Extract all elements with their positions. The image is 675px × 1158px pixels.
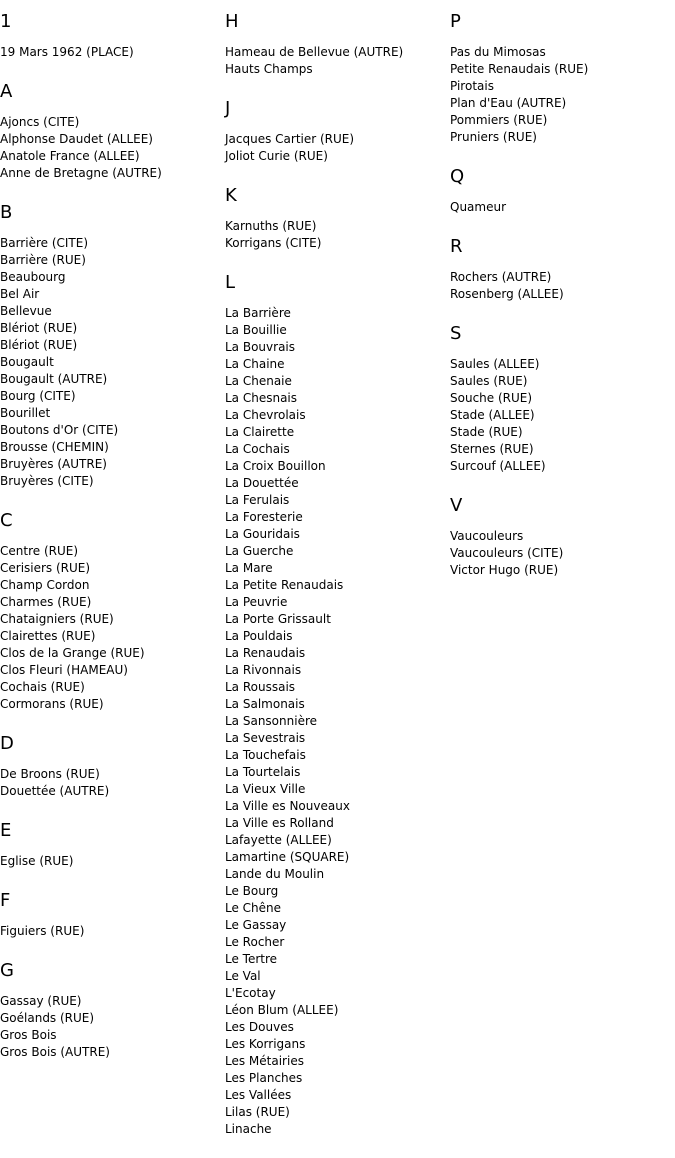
street-link[interactable]: La Douettée <box>225 476 299 490</box>
street-link[interactable]: Quameur <box>450 200 507 214</box>
section-letter-heading: G <box>0 960 14 981</box>
index-column-2 <box>225 0 445 1138</box>
letter-section <box>225 186 445 252</box>
letter-section <box>225 99 445 165</box>
street-link[interactable]: 19 Mars 1962 (PLACE) <box>0 45 134 59</box>
street-link[interactable]: Lafayette (ALLEE) <box>225 833 332 847</box>
street-link[interactable]: La Rivonnais <box>225 663 302 677</box>
street-link[interactable]: Barrière (CITE) <box>0 236 89 250</box>
section-letter-heading: P <box>450 11 461 32</box>
letter-section <box>0 734 220 800</box>
street-link[interactable]: Bel Air <box>0 287 40 301</box>
section-letter-heading: D <box>0 733 14 754</box>
street-link[interactable]: Gros Bois (AUTRE) <box>0 1045 110 1059</box>
letter-section <box>450 496 670 579</box>
street-link[interactable]: Alphonse Daudet (ALLEE) <box>0 132 153 146</box>
street-link[interactable]: Bougault (AUTRE) <box>0 372 108 386</box>
street-link[interactable]: La Porte Grissault <box>225 612 331 626</box>
section-letter-heading: L <box>225 272 236 293</box>
letter-section <box>0 203 220 490</box>
street-link[interactable]: Pirotais <box>450 79 494 93</box>
street-link[interactable]: Eglise (RUE) <box>0 854 74 868</box>
section-letter-heading: H <box>225 11 239 32</box>
street-link[interactable]: Lande du Moulin <box>225 867 325 881</box>
street-link[interactable]: Joliot Curie (RUE) <box>225 149 328 163</box>
street-link[interactable]: La Salmonais <box>225 697 305 711</box>
street-link[interactable]: La Roussais <box>225 680 296 694</box>
street-link[interactable]: Vaucouleurs (CITE) <box>450 546 564 560</box>
letter-section <box>225 273 445 1138</box>
section-letter-heading: S <box>450 323 462 344</box>
street-link[interactable]: Bougault <box>0 355 54 369</box>
street-link[interactable]: Brousse (CHEMIN) <box>0 440 109 454</box>
street-link[interactable]: Clos de la Grange (RUE) <box>0 646 145 660</box>
letter-section <box>0 12 220 61</box>
street-link[interactable]: Jacques Cartier (RUE) <box>225 132 355 146</box>
letter-section <box>450 237 670 303</box>
street-link[interactable]: Petite Renaudais (RUE) <box>450 62 589 76</box>
street-link[interactable]: La Chevrolais <box>225 408 306 422</box>
letter-section <box>0 891 220 940</box>
letter-section <box>450 324 670 475</box>
section-letter-heading: 1 <box>0 11 12 32</box>
street-link[interactable]: Bourillet <box>0 406 51 420</box>
index-column-1 <box>0 0 220 1061</box>
street-link[interactable]: Bruyères (CITE) <box>0 474 94 488</box>
street-link[interactable]: Blériot (RUE) <box>0 321 78 335</box>
street-link[interactable]: Vaucouleurs <box>450 529 524 543</box>
street-link[interactable]: Karnuths (RUE) <box>225 219 317 233</box>
street-link[interactable]: Charmes (RUE) <box>0 595 92 609</box>
street-link[interactable]: La Croix Bouillon <box>225 459 326 473</box>
section-letter-heading: E <box>0 820 12 841</box>
street-link[interactable]: Le Tertre <box>225 952 278 966</box>
street-link[interactable]: Chataigniers (RUE) <box>0 612 114 626</box>
letter-section <box>225 12 445 78</box>
street-link[interactable]: Rochers (AUTRE) <box>450 270 552 284</box>
street-link[interactable]: La Touchefais <box>225 748 306 762</box>
street-link[interactable]: Clos Fleuri (HAMEAU) <box>0 663 128 677</box>
street-link[interactable]: Centre (RUE) <box>0 544 79 558</box>
street-link[interactable]: La Sansonnière <box>225 714 318 728</box>
street-link[interactable]: Goélands (RUE) <box>0 1011 95 1025</box>
street-link[interactable]: Lamartine (SQUARE) <box>225 850 350 864</box>
street-link[interactable]: La Guerche <box>225 544 294 558</box>
street-link[interactable]: La Barrière <box>225 306 291 320</box>
section-letter-heading: A <box>0 81 13 102</box>
street-link[interactable]: Les Douves <box>225 1020 294 1034</box>
section-letter-heading: J <box>225 98 231 119</box>
section-letter-heading: K <box>225 185 237 206</box>
street-link[interactable]: Barrière (RUE) <box>0 253 86 267</box>
street-link[interactable]: La Bouvrais <box>225 340 296 354</box>
street-link[interactable]: Boutons d'Or (CITE) <box>0 423 119 437</box>
street-link[interactable]: La Petite Renaudais <box>225 578 344 592</box>
street-link[interactable]: Bruyères (AUTRE) <box>0 457 107 471</box>
street-link[interactable]: Stade (RUE) <box>450 425 523 439</box>
street-link[interactable]: La Tourtelais <box>225 765 301 779</box>
street-link[interactable]: La Chenaie <box>225 374 292 388</box>
street-link[interactable]: Hauts Champs <box>225 62 313 76</box>
street-link[interactable]: Le Bourg <box>225 884 279 898</box>
street-link[interactable]: Souche (RUE) <box>450 391 533 405</box>
street-link[interactable]: Hameau de Bellevue (AUTRE) <box>225 45 404 59</box>
street-link[interactable]: De Broons (RUE) <box>0 767 100 781</box>
letter-section <box>450 167 670 216</box>
street-link[interactable]: Anatole France (ALLEE) <box>0 149 140 163</box>
section-letter-heading: B <box>0 202 13 223</box>
street-link[interactable]: Léon Blum (ALLEE) <box>225 1003 339 1017</box>
street-link[interactable]: Douettée (AUTRE) <box>0 784 110 798</box>
street-link[interactable]: La Chesnais <box>225 391 298 405</box>
street-link[interactable]: La Peuvrie <box>225 595 288 609</box>
street-link[interactable]: Lilas (RUE) <box>225 1105 290 1119</box>
street-link[interactable]: La Clairette <box>225 425 295 439</box>
street-link[interactable]: Le Val <box>225 969 261 983</box>
street-link[interactable]: La Renaudais <box>225 646 306 660</box>
street-link[interactable]: Cormorans (RUE) <box>0 697 104 711</box>
street-link[interactable]: Ajoncs (CITE) <box>0 115 80 129</box>
street-link[interactable]: Pruniers (RUE) <box>450 130 537 144</box>
section-letter-heading: Q <box>450 166 465 187</box>
street-link[interactable]: Saules (RUE) <box>450 374 528 388</box>
letter-section <box>0 511 220 713</box>
section-letter-heading: F <box>0 890 11 911</box>
street-link[interactable]: Plan d'Eau (AUTRE) <box>450 96 567 110</box>
street-link[interactable]: Sternes (RUE) <box>450 442 534 456</box>
street-link[interactable]: Cerisiers (RUE) <box>0 561 91 575</box>
street-link[interactable]: La Gouridais <box>225 527 300 541</box>
street-link[interactable]: Clairettes (RUE) <box>0 629 96 643</box>
section-letter-heading: C <box>0 510 13 531</box>
section-letter-heading: V <box>450 495 463 516</box>
letter-section <box>0 82 220 182</box>
street-link[interactable]: Anne de Bretagne (AUTRE) <box>0 166 162 180</box>
street-link[interactable]: La Bouillie <box>225 323 287 337</box>
street-link[interactable]: La Pouldais <box>225 629 293 643</box>
street-link[interactable]: Pas du Mimosas <box>450 45 546 59</box>
street-link[interactable]: Les Korrigans <box>225 1037 306 1051</box>
street-link[interactable]: La Ville es Nouveaux <box>225 799 350 813</box>
street-link[interactable]: La Cochais <box>225 442 290 456</box>
street-link[interactable]: Le Gassay <box>225 918 287 932</box>
letter-section <box>0 961 220 1061</box>
street-link[interactable]: Le Chêne <box>225 901 282 915</box>
street-link[interactable]: Surcouf (ALLEE) <box>450 459 546 473</box>
letter-section <box>450 12 670 146</box>
street-link[interactable]: Linache <box>225 1122 272 1136</box>
street-link[interactable]: La Mare <box>225 561 273 575</box>
street-link[interactable]: La Vieux Ville <box>225 782 306 796</box>
street-link[interactable]: Champ Cordon <box>0 578 90 592</box>
index-column-3 <box>450 0 670 579</box>
street-link[interactable]: Les Métairies <box>225 1054 304 1068</box>
street-link[interactable]: Pommiers (RUE) <box>450 113 548 127</box>
street-link[interactable]: Saules (ALLEE) <box>450 357 540 371</box>
street-link[interactable]: Cochais (RUE) <box>0 680 85 694</box>
letter-section <box>0 821 220 870</box>
street-link[interactable]: Le Rocher <box>225 935 285 949</box>
street-link[interactable]: La Sevestrais <box>225 731 306 745</box>
street-link[interactable]: Victor Hugo (RUE) <box>450 563 559 577</box>
street-link[interactable]: Stade (ALLEE) <box>450 408 535 422</box>
street-link[interactable]: Blériot (RUE) <box>0 338 78 352</box>
street-link[interactable]: Gassay (RUE) <box>0 994 82 1008</box>
street-link[interactable]: Les Planches <box>225 1071 303 1085</box>
street-link[interactable]: Korrigans (CITE) <box>225 236 322 250</box>
street-link[interactable]: La Foresterie <box>225 510 303 524</box>
section-letter-heading: R <box>450 236 463 257</box>
street-link[interactable]: Figuiers (RUE) <box>0 924 85 938</box>
street-link[interactable]: Gros Bois <box>0 1028 57 1042</box>
street-link[interactable]: Bellevue <box>0 304 52 318</box>
street-link[interactable]: Les Vallées <box>225 1088 292 1102</box>
street-link[interactable]: Rosenberg (ALLEE) <box>450 287 564 301</box>
street-link[interactable]: La Ville es Rolland <box>225 816 334 830</box>
street-link[interactable]: La Ferulais <box>225 493 290 507</box>
street-link[interactable]: Beaubourg <box>0 270 66 284</box>
street-link[interactable]: Bourg (CITE) <box>0 389 76 403</box>
street-link[interactable]: L'Ecotay <box>225 986 276 1000</box>
street-link[interactable]: La Chaine <box>225 357 285 371</box>
